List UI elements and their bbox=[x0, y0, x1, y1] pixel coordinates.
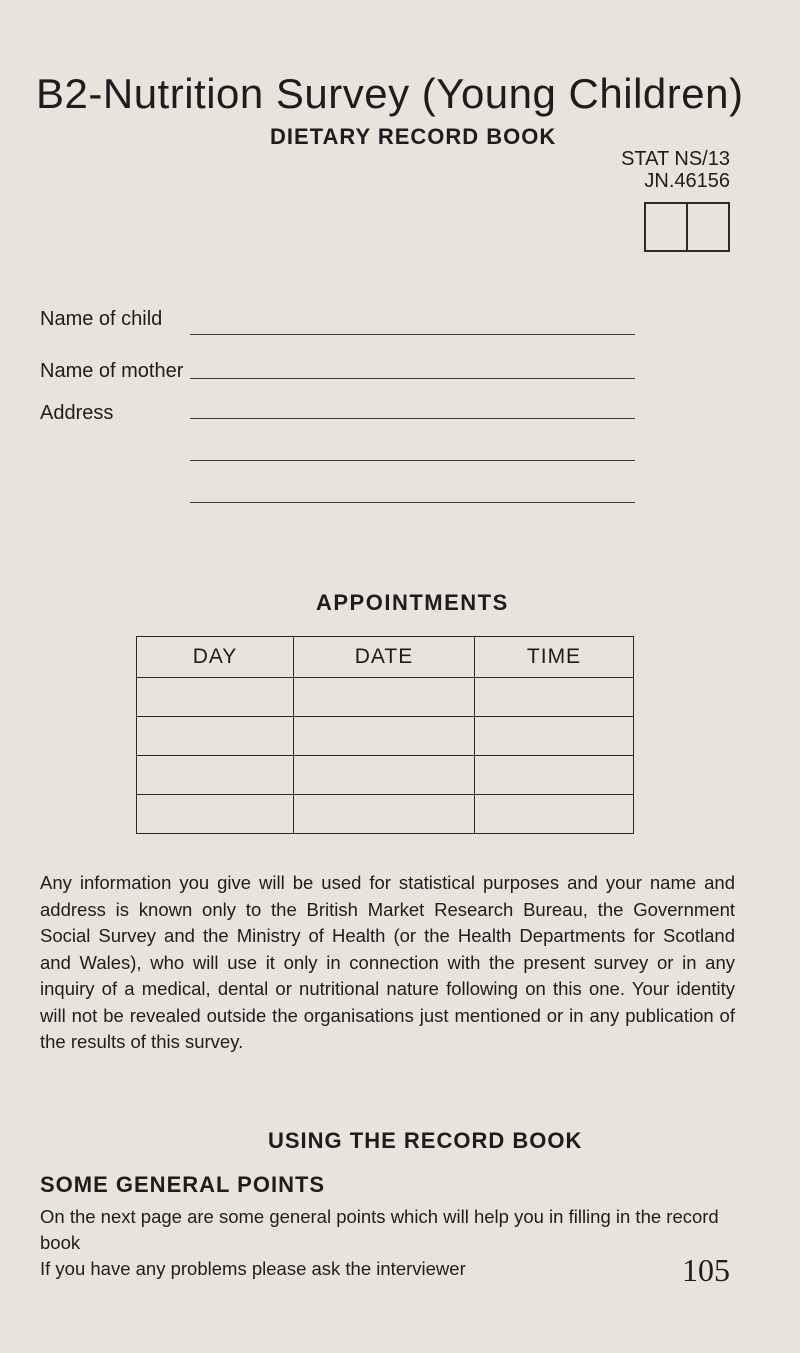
mother-name-label: Name of mother bbox=[40, 360, 184, 382]
page-number: 105 bbox=[682, 1252, 730, 1288]
general-points-heading: SOME GENERAL POINTS bbox=[40, 1172, 326, 1197]
date-column-header: DATE bbox=[294, 637, 475, 678]
serial-box-cell[interactable] bbox=[688, 204, 728, 250]
appointments-header-row bbox=[137, 637, 634, 678]
date-cell[interactable] bbox=[294, 678, 475, 717]
day-cell[interactable] bbox=[137, 678, 294, 717]
time-column-header: TIME bbox=[475, 637, 634, 678]
intro-line: On the next page are some general points which will help you in filling in the record book bbox=[40, 1206, 719, 1253]
section-heading: USING THE RECORD BOOK bbox=[268, 1128, 583, 1153]
day-column-header: DAY bbox=[137, 637, 294, 678]
time-cell[interactable] bbox=[475, 795, 634, 834]
appointment-row bbox=[137, 756, 634, 795]
appointments-heading: APPOINTMENTS bbox=[316, 590, 509, 615]
serial-box-cell[interactable] bbox=[646, 204, 688, 250]
date-cell[interactable] bbox=[294, 795, 475, 834]
time-cell[interactable] bbox=[475, 717, 634, 756]
reference-code: STAT NS/13 bbox=[621, 148, 730, 170]
serial-number-box[interactable] bbox=[644, 202, 730, 252]
day-cell[interactable] bbox=[137, 717, 294, 756]
appointment-row bbox=[137, 795, 634, 834]
mother-name-line[interactable] bbox=[190, 378, 635, 379]
day-cell[interactable] bbox=[137, 756, 294, 795]
address-line-3[interactable] bbox=[190, 502, 635, 503]
appointment-row bbox=[137, 717, 634, 756]
address-line-1[interactable] bbox=[190, 418, 635, 419]
time-cell[interactable] bbox=[475, 756, 634, 795]
reference-number: JN.46156 bbox=[644, 170, 730, 192]
intro-line: If you have any problems please ask the interviewer bbox=[40, 1258, 466, 1279]
document-subtitle: DIETARY RECORD BOOK bbox=[270, 124, 557, 149]
document-title: B2-Nutrition Survey (Young Children) bbox=[36, 70, 744, 117]
child-name-label: Name of child bbox=[40, 308, 163, 330]
intro-text bbox=[40, 1204, 740, 1282]
address-label: Address bbox=[40, 402, 114, 424]
appointments-table bbox=[136, 636, 634, 834]
appointment-row bbox=[137, 678, 634, 717]
date-cell[interactable] bbox=[294, 756, 475, 795]
child-name-line[interactable] bbox=[190, 334, 635, 335]
confidentiality-notice: Any information you give will be used for statistical purposes and your name and address is known only to the British Market Research Bureau, the Government Social Survey and the Ministry of Health (or the Health Departments for Scotland and Wales), who will use it only in connection with the present survey or in any inquiry of a medical, dental or nutritional nature following on this one. Your identity will not be revealed outside the organisations just mentioned or in any publication of the results of this survey. bbox=[40, 872, 735, 1052]
date-cell[interactable] bbox=[294, 717, 475, 756]
day-cell[interactable] bbox=[137, 795, 294, 834]
time-cell[interactable] bbox=[475, 678, 634, 717]
address-line-2[interactable] bbox=[190, 460, 635, 461]
